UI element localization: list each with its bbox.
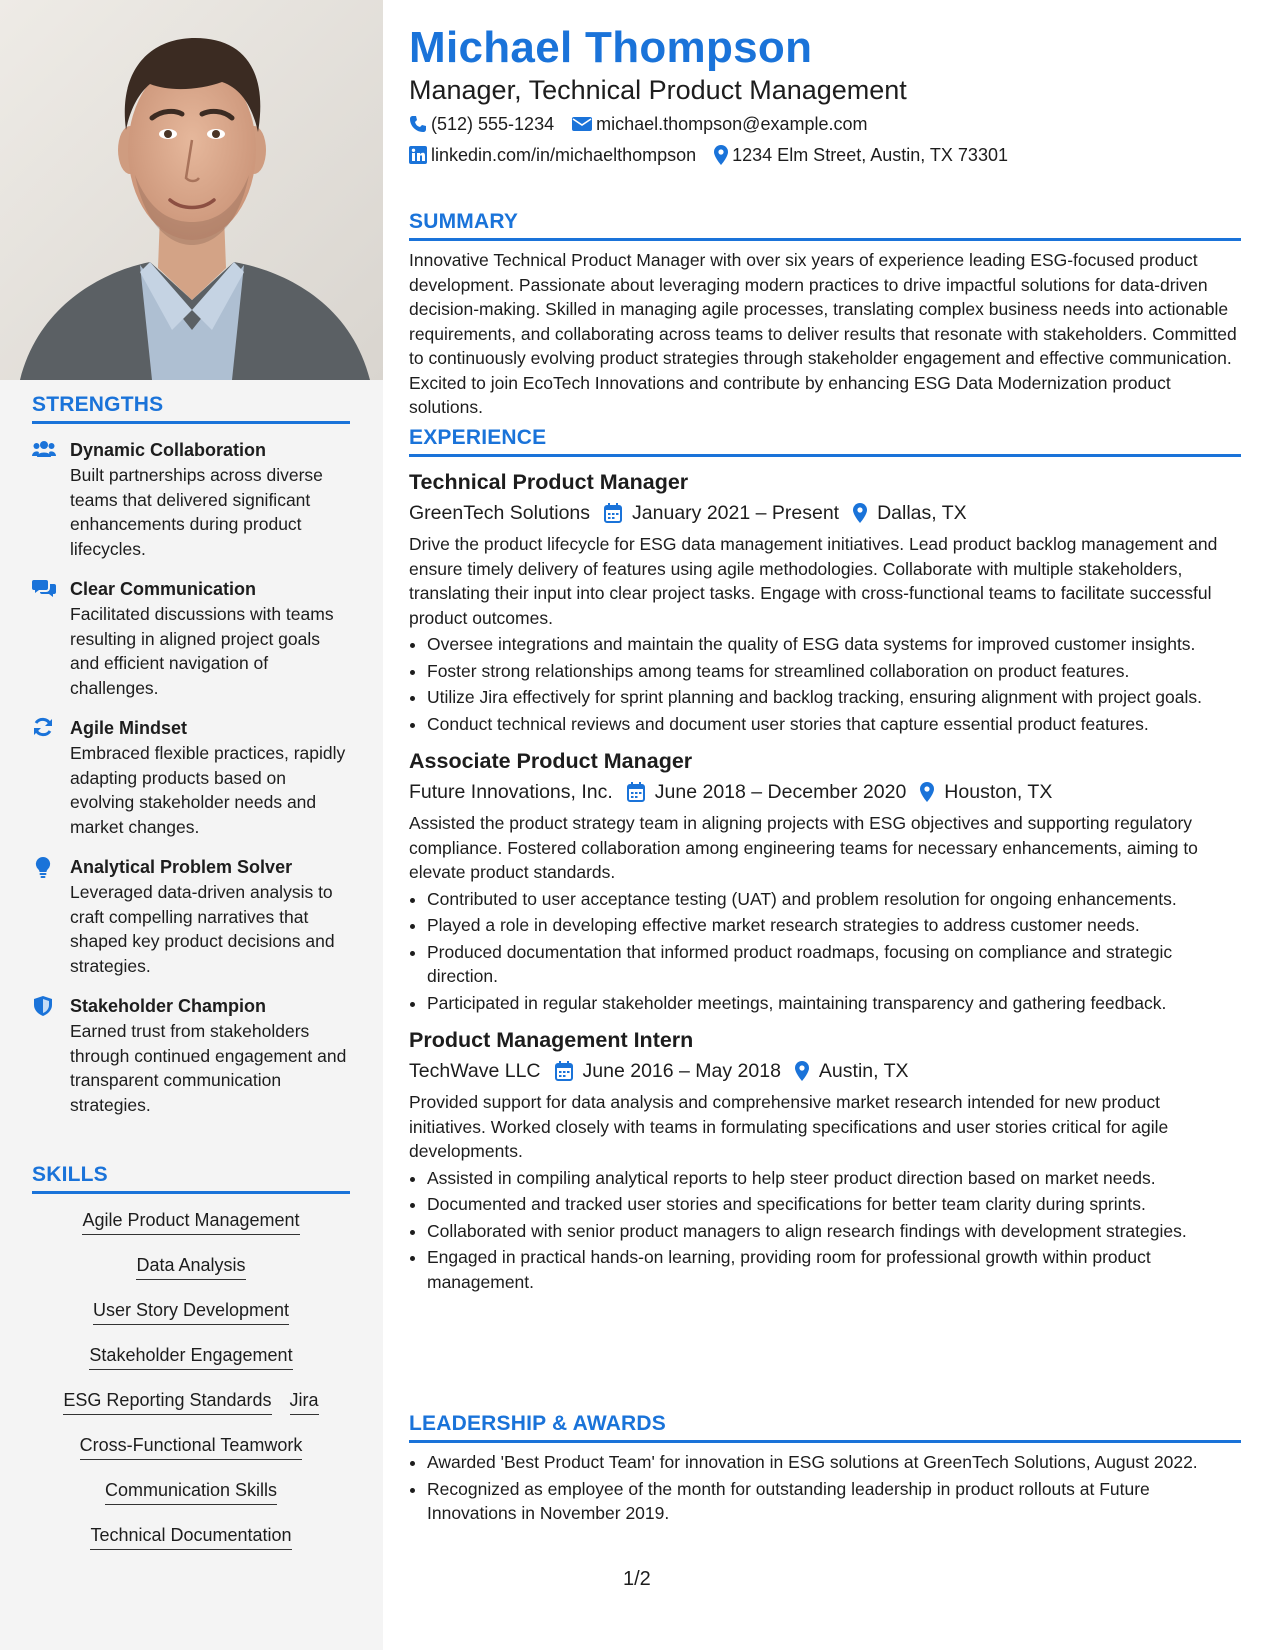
phone-number: (512) 555-1234 xyxy=(431,114,555,134)
bullet-item: • Produced documentation that informed product roadmaps, focusing on compliance and strategic direction. xyxy=(427,940,1241,989)
job-bullets xyxy=(409,632,1241,736)
candidate-name: Michael Thompson xyxy=(409,23,813,72)
job-company: Future Innovations, Inc. xyxy=(409,781,613,803)
bullet-item: • Foster strong relationships among teams for streamlined collaboration on product features. xyxy=(427,659,1241,684)
bullet-item: • Engaged in practical hands-on learning, providing room for professional growth within product management. xyxy=(427,1245,1241,1294)
map-marker-icon xyxy=(853,503,867,523)
page-indicator: 1/2 xyxy=(623,1568,651,1590)
calendar-icon xyxy=(627,782,645,802)
experience-heading: EXPERIENCE xyxy=(409,426,1241,457)
skill-tag: Communication Skills xyxy=(105,1478,277,1505)
summary-text: Innovative Technical Product Manager with over six years of experience leading ESG-focused product development. Passionate about leveraging modern practices to drive impactful solutions for data-driven decision-making. Skilled in managing agile processes, translating complex business needs into actionable requirements, and collaborating across teams to deliver results that resonate with stakeholders. Committed to continuously evolving product strategies through stakeholder engagement and effective communication. Excited to join EcoTech Innovations and contribute by enhancing ESG Data Modernization product solutions. xyxy=(409,250,1237,417)
bullet-item: • Contributed to user acceptance testing (UAT) and problem resolution for ongoing enhancements. xyxy=(427,887,1241,912)
strength-item xyxy=(32,994,350,1117)
bullet-item: • Assisted in compiling analytical reports to help steer product direction based on market needs. xyxy=(427,1166,1241,1191)
bullet-item: • Awarded 'Best Product Team' for innovation in ESG solutions at GreenTech Solutions, August 2022. xyxy=(427,1450,1241,1475)
job-role: Product Management Intern xyxy=(409,1028,694,1052)
strengths-heading: STRENGTHS xyxy=(32,393,350,424)
map-marker-icon xyxy=(920,782,934,802)
bullet-item: • Collaborated with senior product managers to align research findings with development strategies. xyxy=(427,1219,1241,1244)
experience-section xyxy=(409,426,1241,1296)
leadership-bullets xyxy=(409,1450,1241,1526)
job-location: Houston, TX xyxy=(944,781,1053,803)
bullet-item: • Documented and tracked user stories and specifications for better team clarity during sprints. xyxy=(427,1192,1241,1217)
strength-title: Stakeholder Champion xyxy=(70,996,267,1016)
job-meta xyxy=(409,1056,1241,1086)
bullet-item: • Participated in regular stakeholder meetings, maintaining transparency and gathering feedback. xyxy=(427,991,1241,1016)
skills-heading: SKILLS xyxy=(32,1163,350,1194)
skill-tag: User Story Development xyxy=(93,1298,289,1325)
strength-desc: Built partnerships across diverse teams that delivered significant enhancements during product lifecycles. xyxy=(70,465,323,559)
skill-tag: Agile Product Management xyxy=(82,1208,299,1235)
summary-section xyxy=(409,210,1241,420)
job-company: TechWave LLC xyxy=(409,1060,541,1082)
bullet-item: • Utilize Jira effectively for sprint planning and backlog tracking, ensuring alignment with project goals. xyxy=(427,685,1241,710)
skill-tag: Technical Documentation xyxy=(90,1523,291,1550)
profile-photo xyxy=(0,0,383,380)
job-role: Technical Product Manager xyxy=(409,470,689,494)
strength-item xyxy=(32,438,350,561)
leadership-section xyxy=(409,1412,1241,1528)
contact-row xyxy=(409,143,1026,167)
candidate-title: Manager, Technical Product Management xyxy=(409,75,907,105)
job-dates: June 2016 – May 2018 xyxy=(582,1060,781,1082)
skills-list xyxy=(32,1208,350,1568)
job-company: GreenTech Solutions xyxy=(409,502,591,524)
strength-desc: Embraced flexible practices, rapidly adapting products based on evolving stakeholder needs and market changes. xyxy=(70,743,346,837)
email-contact[interactable] xyxy=(572,112,867,136)
phone-icon xyxy=(409,115,427,133)
skill-tag: Stakeholder Engagement xyxy=(89,1343,292,1370)
job-dates: January 2021 – Present xyxy=(632,502,840,524)
skill-tag: Cross-Functional Teamwork xyxy=(80,1433,303,1460)
strength-desc: Leveraged data-driven analysis to craft compelling narratives that shaped key product decisions and strategies. xyxy=(70,882,335,976)
strength-title: Clear Communication xyxy=(70,579,257,599)
job-bullets xyxy=(409,887,1241,1016)
contact-row xyxy=(409,112,885,136)
skills-section xyxy=(32,1163,350,1568)
lightbulb-icon xyxy=(32,855,58,978)
skill-tag: Jira xyxy=(290,1388,319,1415)
job-description: Drive the product lifecycle for ESG data management initiatives. Lead product backlog management and ensure timely delivery of features using agile methodologies. Collaborate with multiple stakeholders, translating their input into clear project tasks. Engage with cross-functional teams to facilitate successful product outcomes. xyxy=(409,534,1218,628)
job-dates: June 2018 – December 2020 xyxy=(654,781,907,803)
skill-tag: Data Analysis xyxy=(136,1253,245,1280)
users-icon xyxy=(32,438,58,561)
leadership-heading: LEADERSHIP & AWARDS xyxy=(409,1412,1241,1443)
job-entry xyxy=(409,1025,1241,1294)
strength-item xyxy=(32,577,350,700)
comments-icon xyxy=(32,577,58,700)
calendar-icon xyxy=(604,503,622,523)
calendar-icon xyxy=(555,1061,573,1081)
job-meta xyxy=(409,498,1241,528)
job-entry xyxy=(409,746,1241,1015)
bullet-item: • Recognized as employee of the month for outstanding leadership in product rollouts at Future Innovations in November 2019. xyxy=(427,1477,1241,1526)
job-description: Assisted the product strategy team in aligning projects with ESG objectives and supporting regulatory compliance. Fostered collaboration among engineering teams for necessary enhancements, aiming to elevate product standards. xyxy=(409,813,1198,882)
strength-item xyxy=(32,855,350,978)
bullet-item: • Conduct technical reviews and document user stories that capture essential product features. xyxy=(427,712,1241,737)
summary-heading: SUMMARY xyxy=(409,210,1241,241)
strength-item xyxy=(32,716,350,839)
job-role: Associate Product Manager xyxy=(409,749,693,773)
map-marker-icon xyxy=(795,1061,809,1081)
job-entry xyxy=(409,467,1241,736)
shield-icon xyxy=(32,994,58,1117)
strength-desc: Facilitated discussions with teams resulting in aligned project goals and efficient navigation of challenges. xyxy=(70,604,334,698)
job-location: Austin, TX xyxy=(818,1060,909,1082)
strengths-section xyxy=(32,393,350,1117)
linkedin-contact[interactable] xyxy=(409,143,696,167)
strength-title: Agile Mindset xyxy=(70,718,188,738)
job-location: Dallas, TX xyxy=(877,502,967,524)
map-marker-icon xyxy=(714,145,728,165)
strength-title: Analytical Problem Solver xyxy=(70,857,293,877)
sidebar xyxy=(0,0,383,1650)
phone-contact xyxy=(409,112,554,136)
job-bullets xyxy=(409,1166,1241,1295)
job-meta xyxy=(409,777,1241,807)
address: 1234 Elm Street, Austin, TX 73301 xyxy=(732,145,1008,165)
skill-tag: ESG Reporting Standards xyxy=(63,1388,271,1415)
strength-title: Dynamic Collaboration xyxy=(70,440,267,460)
address-contact xyxy=(714,143,1008,167)
job-description: Provided support for data analysis and comprehensive market research intended for new product initiatives. Worked closely with teams in formulating specifications and user stories critical for agile developments. xyxy=(409,1092,1169,1161)
email-address[interactable]: michael.thompson@example.com xyxy=(596,114,868,134)
bullet-item: • Oversee integrations and maintain the quality of ESG data systems for improved customer insights. xyxy=(427,632,1241,657)
bullet-item: • Played a role in developing effective market research strategies to address customer needs. xyxy=(427,913,1241,938)
linkedin-url[interactable]: linkedin.com/in/michaelthompson xyxy=(431,145,697,165)
strength-desc: Earned trust from stakeholders through continued engagement and transparent communication strategies. xyxy=(70,1021,347,1115)
sync-icon xyxy=(32,716,58,839)
envelope-icon xyxy=(572,116,592,132)
linkedin-icon xyxy=(409,146,427,164)
